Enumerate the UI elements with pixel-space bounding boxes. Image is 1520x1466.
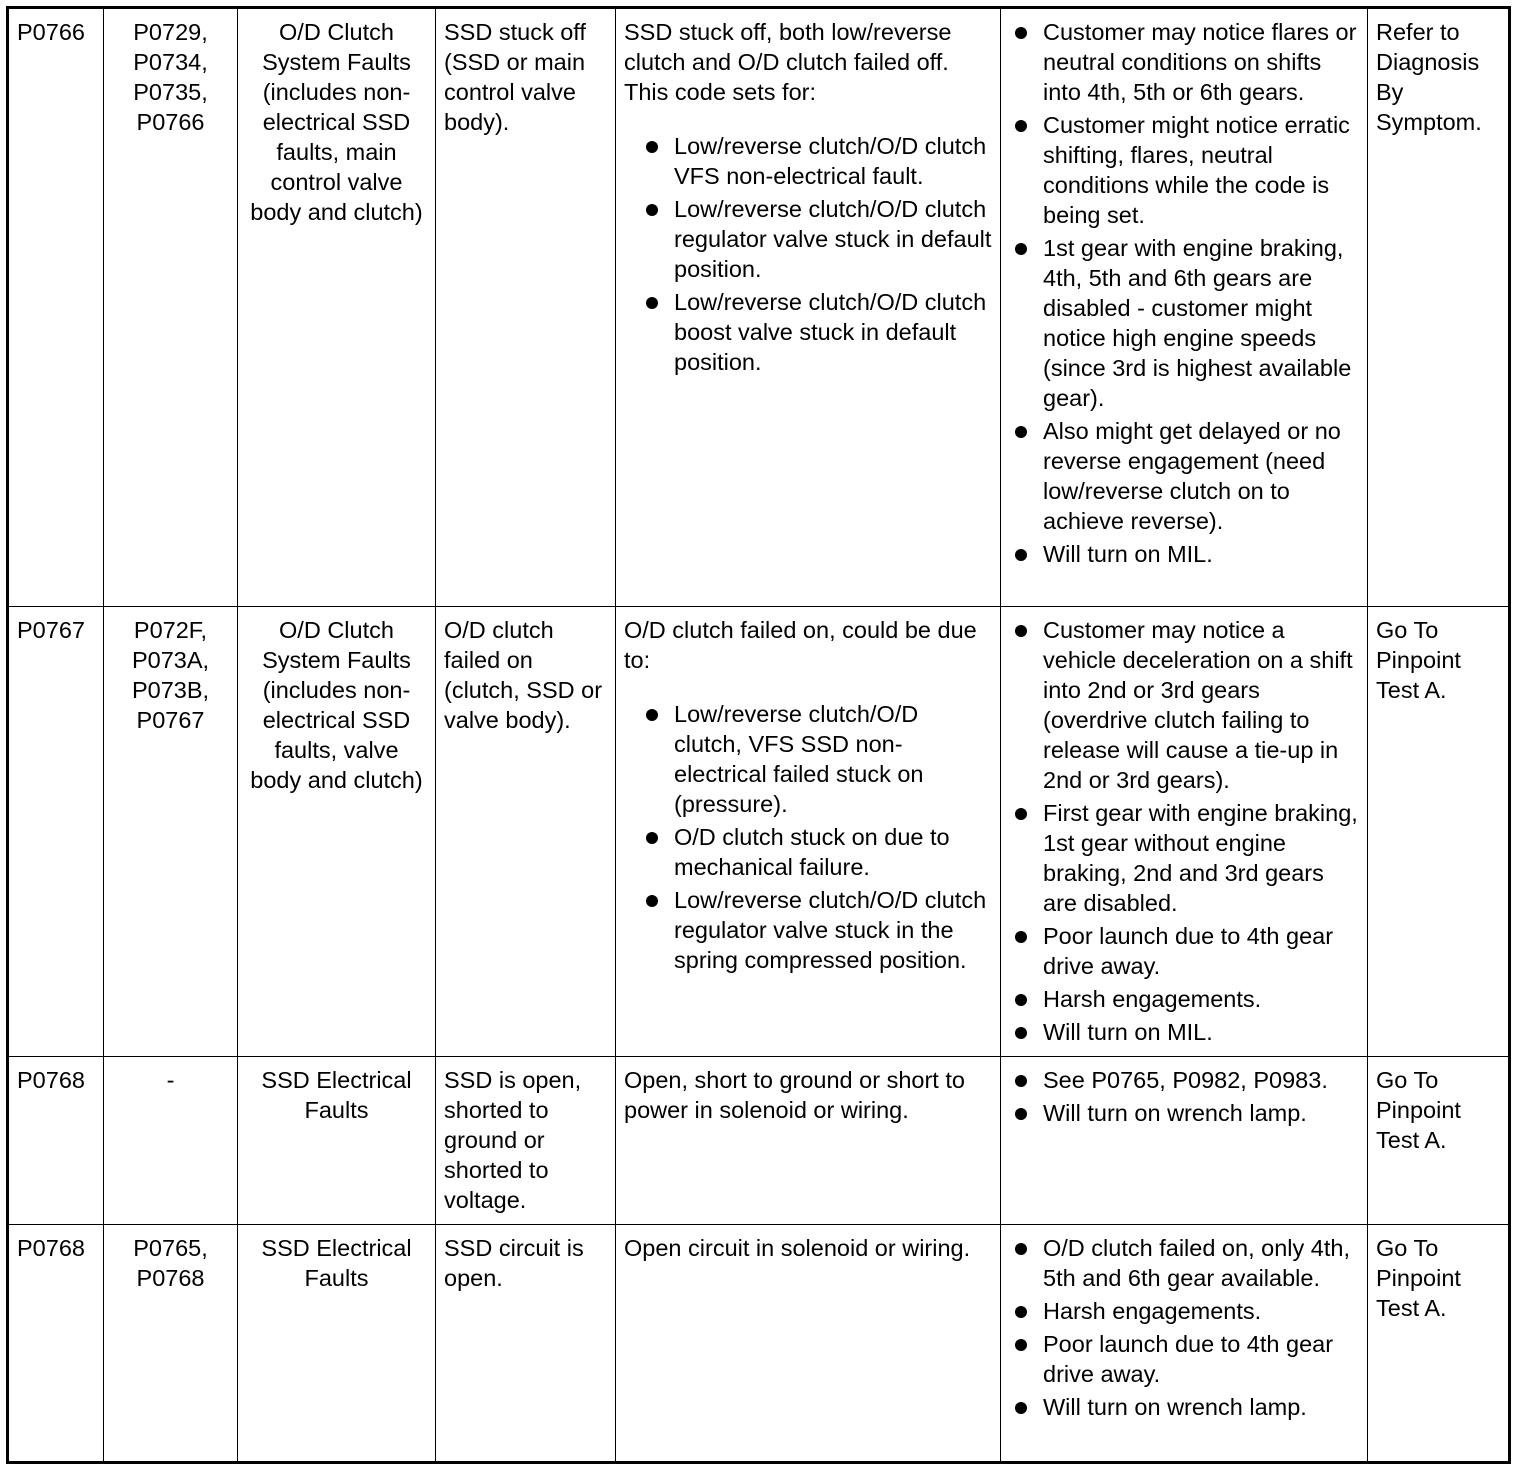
dtc-code-cell: P0768	[8, 1057, 104, 1225]
list-item: Harsh engagements.	[1009, 984, 1359, 1014]
condition-lead: O/D clutch failed on, could be due to:	[624, 617, 977, 673]
list-item: Also might get delayed or no reverse engagement (need low/reverse clutch on to achieve reverse).	[1009, 416, 1359, 536]
related-code: P0767	[136, 707, 205, 733]
related-code: -	[166, 1067, 175, 1093]
description-cell: O/D clutch failed on (clutch, SSD or valve body).	[436, 607, 616, 1057]
category-cell: O/D Clutch System Faults (includes non-electrical SSD faults, main control valve body and clutch)	[238, 8, 436, 607]
symptom-list	[1009, 1065, 1359, 1128]
list-item: O/D clutch stuck on due to mechanical failure.	[640, 822, 992, 882]
list-item: Poor launch due to 4th gear drive away.	[1009, 921, 1359, 981]
list-item: Low/reverse clutch/O/D clutch regulator valve stuck in default position.	[640, 194, 992, 284]
symptom-cell	[1001, 1057, 1368, 1225]
list-item: Harsh engagements.	[1009, 1296, 1359, 1326]
list-item: Customer may notice a vehicle deceleration on a shift into 2nd or 3rd gears (overdrive clutch failing to release will cause a tie-up in 2nd or 3rd gears).	[1009, 615, 1359, 795]
condition-lead: Open circuit in solenoid or wiring.	[624, 1235, 971, 1261]
category-cell: SSD Electrical Faults	[238, 1057, 436, 1225]
dtc-code-cell: P0768	[8, 1225, 104, 1463]
symptom-cell	[1001, 607, 1368, 1057]
table-row	[8, 1057, 1510, 1225]
dtc-table-body	[8, 8, 1510, 1463]
condition-lead: SSD stuck off, both low/reverse clutch and O/D clutch failed off. This code sets for:	[624, 19, 952, 105]
symptom-cell	[1001, 1225, 1368, 1463]
symptom-list	[1009, 1233, 1359, 1422]
list-item: Low/reverse clutch/O/D clutch VFS non-electrical fault.	[640, 131, 992, 191]
list-item: Will turn on MIL.	[1009, 539, 1359, 569]
related-code: P0735,	[133, 79, 208, 105]
condition-cell	[616, 1057, 1001, 1225]
list-item: Poor launch due to 4th gear drive away.	[1009, 1329, 1359, 1389]
description-cell: SSD is open, shorted to ground or shorted to voltage.	[436, 1057, 616, 1225]
list-item: Will turn on wrench lamp.	[1009, 1392, 1359, 1422]
list-item: Will turn on MIL.	[1009, 1017, 1359, 1047]
list-item: First gear with engine braking, 1st gear without engine braking, 2nd and 3rd gears are disabled.	[1009, 798, 1359, 918]
table-row	[8, 8, 1510, 607]
list-item: Low/reverse clutch/O/D clutch boost valve stuck in default position.	[640, 287, 992, 377]
list-item: Customer may notice flares or neutral conditions on shifts into 4th, 5th or 6th gears.	[1009, 17, 1359, 107]
table-row	[8, 1225, 1510, 1463]
condition-list	[624, 131, 992, 377]
condition-cell	[616, 1225, 1001, 1463]
dtc-code-cell: P0766	[8, 8, 104, 607]
related-code: P0729,	[133, 19, 208, 45]
related-code: P072F,	[133, 617, 208, 643]
category-cell: O/D Clutch System Faults (includes non-electrical SSD faults, valve body and clutch)	[238, 607, 436, 1057]
related-code: P0768	[136, 1265, 205, 1291]
list-item: See P0765, P0982, P0983.	[1009, 1065, 1359, 1095]
description-cell: SSD stuck off (SSD or main control valve body).	[436, 8, 616, 607]
action-cell: Go To Pinpoint Test A.	[1368, 1057, 1510, 1225]
dtc-table	[6, 6, 1511, 1464]
symptom-cell	[1001, 8, 1368, 607]
related-codes-cell	[104, 8, 238, 607]
action-cell: Go To Pinpoint Test A.	[1368, 1225, 1510, 1463]
condition-lead: Open, short to ground or short to power in solenoid or wiring.	[624, 1067, 965, 1123]
description-cell: SSD circuit is open.	[436, 1225, 616, 1463]
condition-cell	[616, 8, 1001, 607]
list-item: Low/reverse clutch/O/D clutch, VFS SSD non-electrical failed stuck on (pressure).	[640, 699, 992, 819]
category-cell: SSD Electrical Faults	[238, 1225, 436, 1463]
related-code: P0766	[136, 109, 205, 135]
action-cell: Go To Pinpoint Test A.	[1368, 607, 1510, 1057]
condition-cell	[616, 607, 1001, 1057]
list-item: O/D clutch failed on, only 4th, 5th and 6th gear available.	[1009, 1233, 1359, 1293]
condition-list	[624, 699, 992, 975]
related-code: P073B,	[131, 677, 210, 703]
list-item: Low/reverse clutch/O/D clutch regulator valve stuck in the spring compressed position.	[640, 885, 992, 975]
related-codes-cell	[104, 1225, 238, 1463]
table-row	[8, 607, 1510, 1057]
related-codes-cell	[104, 1057, 238, 1225]
symptom-list	[1009, 615, 1359, 1047]
list-item: 1st gear with engine braking, 4th, 5th and 6th gears are disabled - customer might notice high engine speeds (since 3rd is highest available gear).	[1009, 233, 1359, 413]
related-codes-cell	[104, 607, 238, 1057]
related-code: P0734,	[133, 49, 208, 75]
related-code: P0765,	[133, 1235, 208, 1261]
related-code: P073A,	[131, 647, 210, 673]
list-item: Will turn on wrench lamp.	[1009, 1098, 1359, 1128]
list-item: Customer might notice erratic shifting, flares, neutral conditions while the code is being set.	[1009, 110, 1359, 230]
symptom-list	[1009, 17, 1359, 569]
dtc-code-cell: P0767	[8, 607, 104, 1057]
action-cell: Refer to Diagnosis By Symptom.	[1368, 8, 1510, 607]
